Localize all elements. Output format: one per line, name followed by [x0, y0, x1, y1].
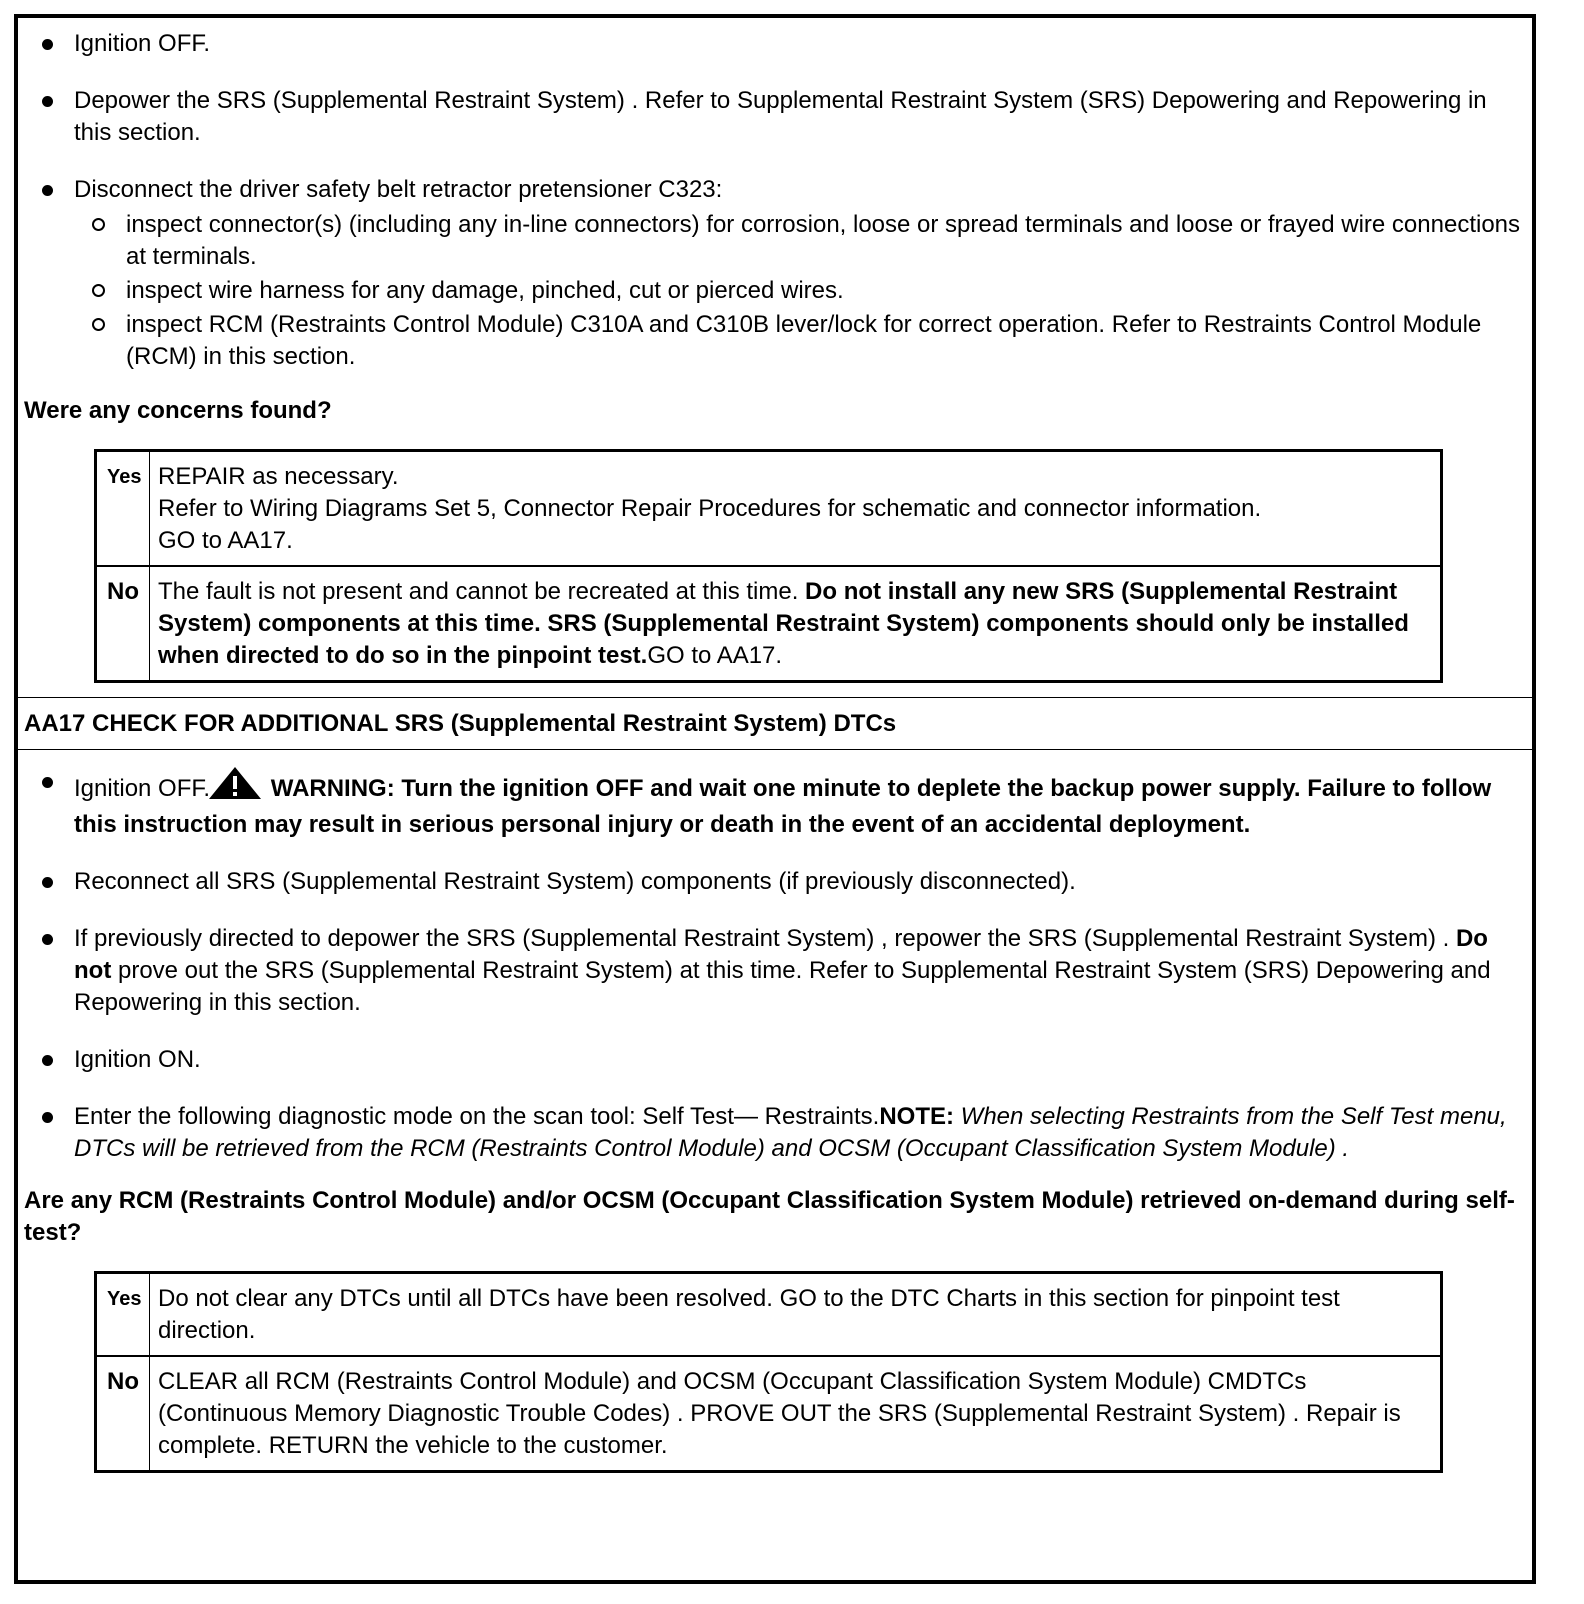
no-label: No [96, 566, 150, 682]
no-action [150, 566, 1442, 682]
document-frame [14, 14, 1536, 1584]
yes-no-table [94, 1271, 1443, 1473]
no-text-bold: Do not install any new SRS (Supplemental Restraint System) components at this time. SRS (Supplemental Restraint System) components should only be installed when directed to do so in the pinpoint test. [158, 578, 1409, 669]
yes-action [150, 451, 1442, 567]
sub-bullet-list [74, 209, 1520, 373]
yes-action: Do not clear any DTCs until all DTCs have been resolved. GO to the DTC Charts in this section for pinpoint test direction. [150, 1273, 1442, 1357]
bullet-dot-icon [42, 877, 53, 888]
bullet-item [18, 1101, 1532, 1165]
step-aa17-bullets [18, 766, 1532, 1165]
bullet-item [18, 866, 1532, 898]
sub-bullet-item [74, 275, 1520, 307]
bullet-text: Ignition ON. [74, 1046, 201, 1073]
sub-bullet-text: inspect connector(s) (including any in-line connectors) for corrosion, loose or spread terminals and loose or frayed wire connections at terminals. [126, 211, 1521, 270]
question-text: Were any concerns found? [24, 397, 332, 424]
bullet-dot-icon [42, 96, 53, 107]
hollow-circle-icon [92, 284, 105, 297]
bullet-text: Disconnect the driver safety belt retractor pretensioner C323: [74, 176, 723, 203]
bullet-item [18, 1044, 1532, 1076]
yes-row [96, 451, 1442, 567]
yes-row [96, 1273, 1442, 1357]
note-label: NOTE: [879, 1103, 954, 1130]
bullet-text-bold: Do not [74, 925, 1488, 984]
no-action: CLEAR all RCM (Restraints Control Module) and OCSM (Occupant Classification System Module) CMDTCs (Continuous Memory Diagnostic Trouble Codes) . PROVE OUT the SRS (Supplemental Restraint System) . Repair is complete. RETURN the vehicle to the customer. [150, 1356, 1442, 1472]
bullet-item [18, 85, 1532, 149]
bullet-dot-icon [42, 1112, 53, 1123]
bullet-text: prove out the SRS (Supplemental Restraint System) at this time. Refer to Supplemental Restraint System (SRS) Depowering and Repowering in this section. [74, 957, 1491, 1016]
step-aa16-bullets [18, 28, 1532, 373]
bullet-dot-icon [42, 39, 53, 50]
bullet-text: Enter the following diagnostic mode on the scan tool: Self Test— Restraints. [74, 1103, 880, 1130]
note-text: When selecting Restraints from the Self Test menu, DTCs will be retrieved from the RCM (Restraints Control Module) and OCSM (Occupant Classification System Module) . [74, 1103, 1507, 1162]
bullet-dot-icon [42, 185, 53, 196]
bullet-dot-icon [42, 777, 53, 788]
bullet-dot-icon [42, 1055, 53, 1066]
bullet-item [18, 766, 1532, 841]
bullet-item [18, 923, 1532, 1019]
step-aa16 [18, 28, 1532, 683]
no-text: The fault is not present and cannot be recreated at this time. [158, 578, 806, 605]
yes-line: GO to AA17. [158, 527, 293, 554]
bullet-text: If previously directed to depower the SRS (Supplemental Restraint System) , repower the SRS (Supplemental Restraint System) . [74, 925, 1456, 952]
warning-text: WARNING: Turn the ignition OFF and wait one minute to deplete the backup power supply. Failure to follow this instruction may result in serious personal injury or death in the event of an accidental deployment. [74, 775, 1492, 838]
yes-line: Refer to Wiring Diagrams Set 5, Connector Repair Procedures for schematic and connector information. [158, 495, 1262, 522]
no-row [96, 566, 1442, 682]
sub-bullet-item [74, 209, 1520, 273]
no-label: No [96, 1356, 150, 1472]
sub-bullet-text: inspect RCM (Restraints Control Module) C310A and C310B lever/lock for correct operation. Refer to Restraints Control Module (RCM) in this section. [126, 311, 1482, 370]
warning-triangle-icon [208, 766, 262, 809]
bullet-text: Ignition OFF. [74, 30, 211, 57]
yes-no-table [94, 449, 1443, 683]
bullet-text: Reconnect all SRS (Supplemental Restraint System) components (if previously disconnected). [74, 868, 1076, 895]
yes-line: REPAIR as necessary. [158, 463, 399, 490]
sub-bullet-text: inspect wire harness for any damage, pinched, cut or pierced wires. [126, 277, 844, 304]
bullet-text: Depower the SRS (Supplemental Restraint System) . Refer to Supplemental Restraint System (SRS) Depowering and Repowering in this section. [74, 87, 1487, 146]
question-text: Are any RCM (Restraints Control Module) and/or OCSM (Occupant Classification System Module) retrieved on-demand during self-test? [24, 1187, 1515, 1246]
hollow-circle-icon [92, 318, 105, 331]
step-header: AA17 CHECK FOR ADDITIONAL SRS (Supplemental Restraint System) DTCs [18, 697, 1532, 750]
yes-label: Yes [96, 451, 150, 567]
step-aa17 [18, 697, 1532, 1473]
sub-bullet-item [74, 309, 1520, 373]
no-row [96, 1356, 1442, 1472]
hollow-circle-icon [92, 218, 105, 231]
bullet-text: Ignition OFF. [74, 775, 211, 802]
bullet-dot-icon [42, 934, 53, 945]
bullet-item [18, 174, 1532, 373]
yes-label: Yes [96, 1273, 150, 1357]
no-text-goto: GO to AA17. [647, 642, 783, 669]
bullet-item [18, 28, 1532, 60]
